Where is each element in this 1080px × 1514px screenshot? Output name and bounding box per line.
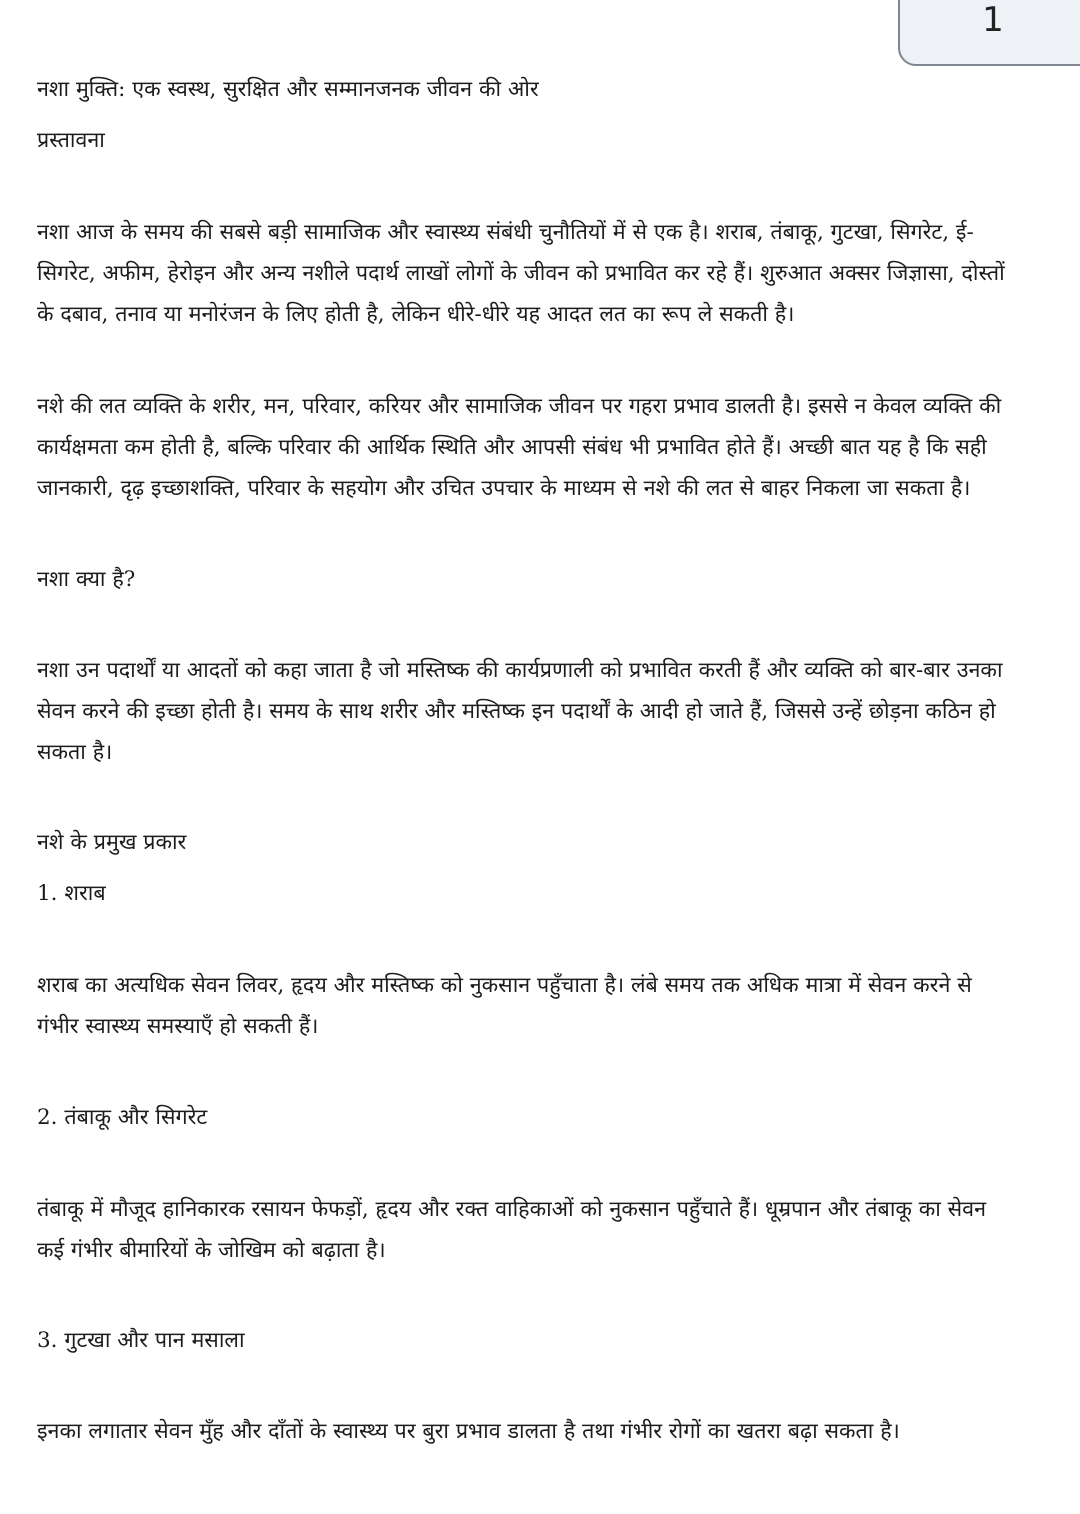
paragraph-line: शराब का अत्यधिक सेवन लिवर, हृदय और मस्तिष्क को नुकसान पहुँचाता है। लंबे समय तक अधिक मात्रा में सेवन करने से <box>37 973 972 998</box>
type-1-paragraph <box>37 965 1043 1047</box>
paragraph-line: सकता है। <box>37 740 113 765</box>
paragraph-line: कई गंभीर बीमारियों के जोखिम को बढ़ाता है। <box>37 1238 386 1263</box>
what-is-addiction-heading: नशा क्या है? <box>37 567 136 592</box>
paragraph-line: गंभीर स्वास्थ्य समस्याएँ हो सकती हैं। <box>37 1014 319 1039</box>
paragraph-line: सेवन करने की इच्छा होती है। समय के साथ शरीर और मस्तिष्क इन पदार्थों के आदी हो जाते हैं, जिससे उन्हें छोड़ना कठिन हो <box>37 699 996 724</box>
paragraph-line: सिगरेट, अफीम, हेरोइन और अन्य नशीले पदार्थ लाखों लोगों के जीवन को प्रभावित कर रहे हैं। शुरुआत अक्सर जिज्ञासा, दोस्तों <box>37 261 1005 286</box>
type-1-heading: 1. शराब <box>37 881 106 906</box>
page-number: 1 <box>982 0 1004 40</box>
types-heading: नशे के प्रमुख प्रकार <box>37 830 187 855</box>
paragraph-line: इनका लगातार सेवन मुँह और दाँतों के स्वास्थ्य पर बुरा प्रभाव डालता है तथा गंभीर रोगों का खतरा बढ़ा सकता है। <box>37 1419 900 1444</box>
intro-paragraph-1 <box>37 212 1043 335</box>
type-2-heading: 2. तंबाकू और सिगरेट <box>37 1105 208 1130</box>
paragraph-line: जानकारी, दृढ़ इच्छाशक्ति, परिवार के सहयोग और उचित उपचार के माध्यम से नशे की लत से बाहर निकला जा सकता है। <box>37 476 971 501</box>
type-2-paragraph <box>37 1189 1043 1271</box>
intro-paragraph-2 <box>37 386 1043 509</box>
paragraph-line: के दबाव, तनाव या मनोरंजन के लिए होती है, लेकिन धीरे-धीरे यह आदत लत का रूप ले सकती है। <box>37 302 795 327</box>
page-number-badge <box>898 0 1080 66</box>
type-3-paragraph <box>37 1411 1043 1452</box>
paragraph-line: नशे की लत व्यक्ति के शरीर, मन, परिवार, करियर और सामाजिक जीवन पर गहरा प्रभाव डालती है। इससे न केवल व्यक्ति की <box>37 394 1002 419</box>
paragraph-line: नशा उन पदार्थों या आदतों को कहा जाता है जो मस्तिष्क की कार्यप्रणाली को प्रभावित करती हैं और व्यक्ति को बार-बार उनका <box>37 658 1003 683</box>
document-title: नशा मुक्ति: एक स्वस्थ, सुरक्षित और सम्मानजनक जीवन की ओर <box>37 77 539 102</box>
paragraph-line: नशा आज के समय की सबसे बड़ी सामाजिक और स्वास्थ्य संबंधी चुनौतियों में से एक है। शराब, तंबाकू, गुटखा, सिगरेट, ई- <box>37 220 974 245</box>
paragraph-line: तंबाकू में मौजूद हानिकारक रसायन फेफड़ों, हृदय और रक्त वाहिकाओं को नुकसान पहुँचाते हैं। धूम्रपान और तंबाकू का सेवन <box>37 1197 987 1222</box>
paragraph-line: कार्यक्षमता कम होती है, बल्कि परिवार की आर्थिक स्थिति और आपसी संबंध भी प्रभावित होते हैं। अच्छी बात यह है कि सही <box>37 435 987 460</box>
type-3-heading: 3. गुटखा और पान मसाला <box>37 1328 245 1353</box>
what-is-addiction-paragraph <box>37 650 1043 773</box>
intro-heading: प्रस्तावना <box>37 128 105 153</box>
